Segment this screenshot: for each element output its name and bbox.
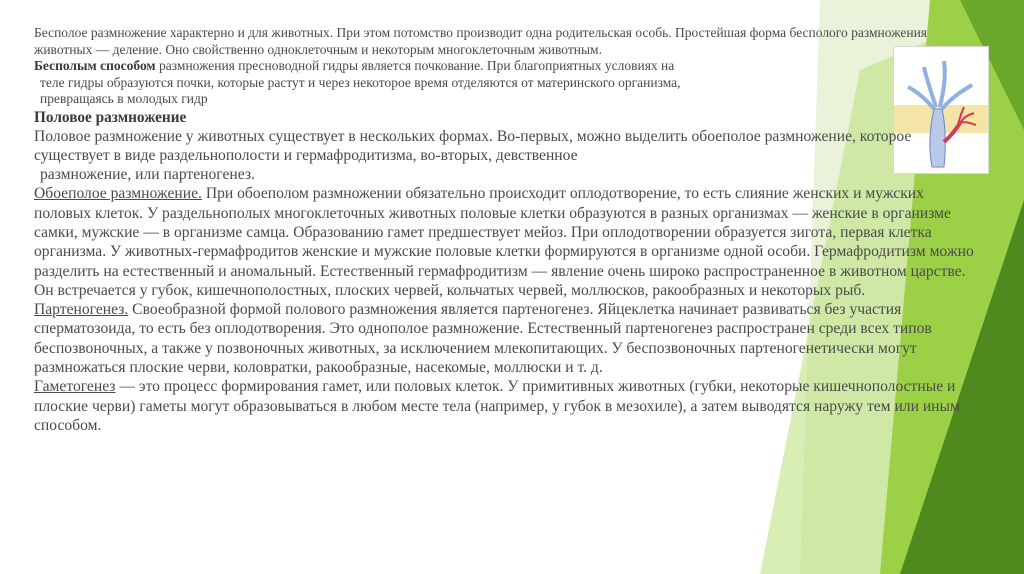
paragraph-sexual-intro: Половое размножение у животных существует в нескольких формах. Во-первых, можно выделить обоеполое размножение, которое существует в виде раздельнополости и гермафродитизма, во-вторых, девственное размножение, или партеногенез.: [34, 127, 912, 184]
paragraph-parthenogenesis: Партеногенез. Своеобразной формой полового размножения является партеногенез. Яйцеклетка начинает развиваться без участия сперматозоида, то есть без оплодотворения. Это однополое размножение. Естественный партеногенез распространен среди всех типов беспозвоночных, а также у позвоночных животных, за исключением млекопитающих. У беспозвоночных партеногенетически могут размножаться плоские черви, коловратки, ракообразные, насекомые, моллюски и т. д.: [34, 301, 932, 377]
paragraph-bisexual: Обоеполое размножение. При обоеполом размножении обязательно происходит оплодотворение, то есть слияние женских и мужских половых клеток. У раздельнополых многоклеточных животных половые клетки образуются в разных организмах — женские в организме самки, мужские — в организме самца. Образованию гамет предшествует мейоз. При оплодотворении образуется зигота, первая клетка организма. У животных-гермафродитов женские и мужские половые клетки формируются в организме одной особи. Гермафродитизм можно разделить на естественный и аномальный. Естественный гермафродитизм — явление очень широко распространенное в животном царстве. Он встречается у губок, кишечнополостных, плоских червей, кольчатых червей, моллюсков, ракообразных и некоторых рыб.: [34, 185, 974, 299]
paragraph-asexual-intro: Бесполое размножение характерно и для животных. При этом потомство производит одна родительская особь. Простейшая форма бесполого размножения животных — деление. Оно свойственно одноклеточным и некоторым многоклеточным животным.: [34, 25, 927, 57]
bold-phrase: Бесполым способом: [34, 58, 156, 73]
main-text: [34, 25, 984, 435]
paragraph-budding: Бесполым способом размножения пресноводной гидры является почкование. При благоприятных условиях на теле гидры образуются почки, которые растут и через некоторое время отделяются от материнского организма, превращаясь в молодых гидр: [34, 58, 681, 106]
term-gametogenesis: Гаметогенез: [34, 378, 116, 396]
paragraph-gametogenesis: Гаметогенез — это процесс формирования гамет, или половых клеток. У примитивных животных (губки, некоторые кишечнополостные и плоские черви) гаметы могут образовываться в любом месте тела (например, у губок в мезохиле), а затем выводятся наружу тем или иным способом.: [34, 378, 960, 434]
term-parthenogenesis: Партеногенез.: [34, 301, 129, 319]
section-heading: Половое размножение: [34, 108, 187, 126]
term-bisexual: Обоеполое размножение.: [34, 185, 202, 203]
